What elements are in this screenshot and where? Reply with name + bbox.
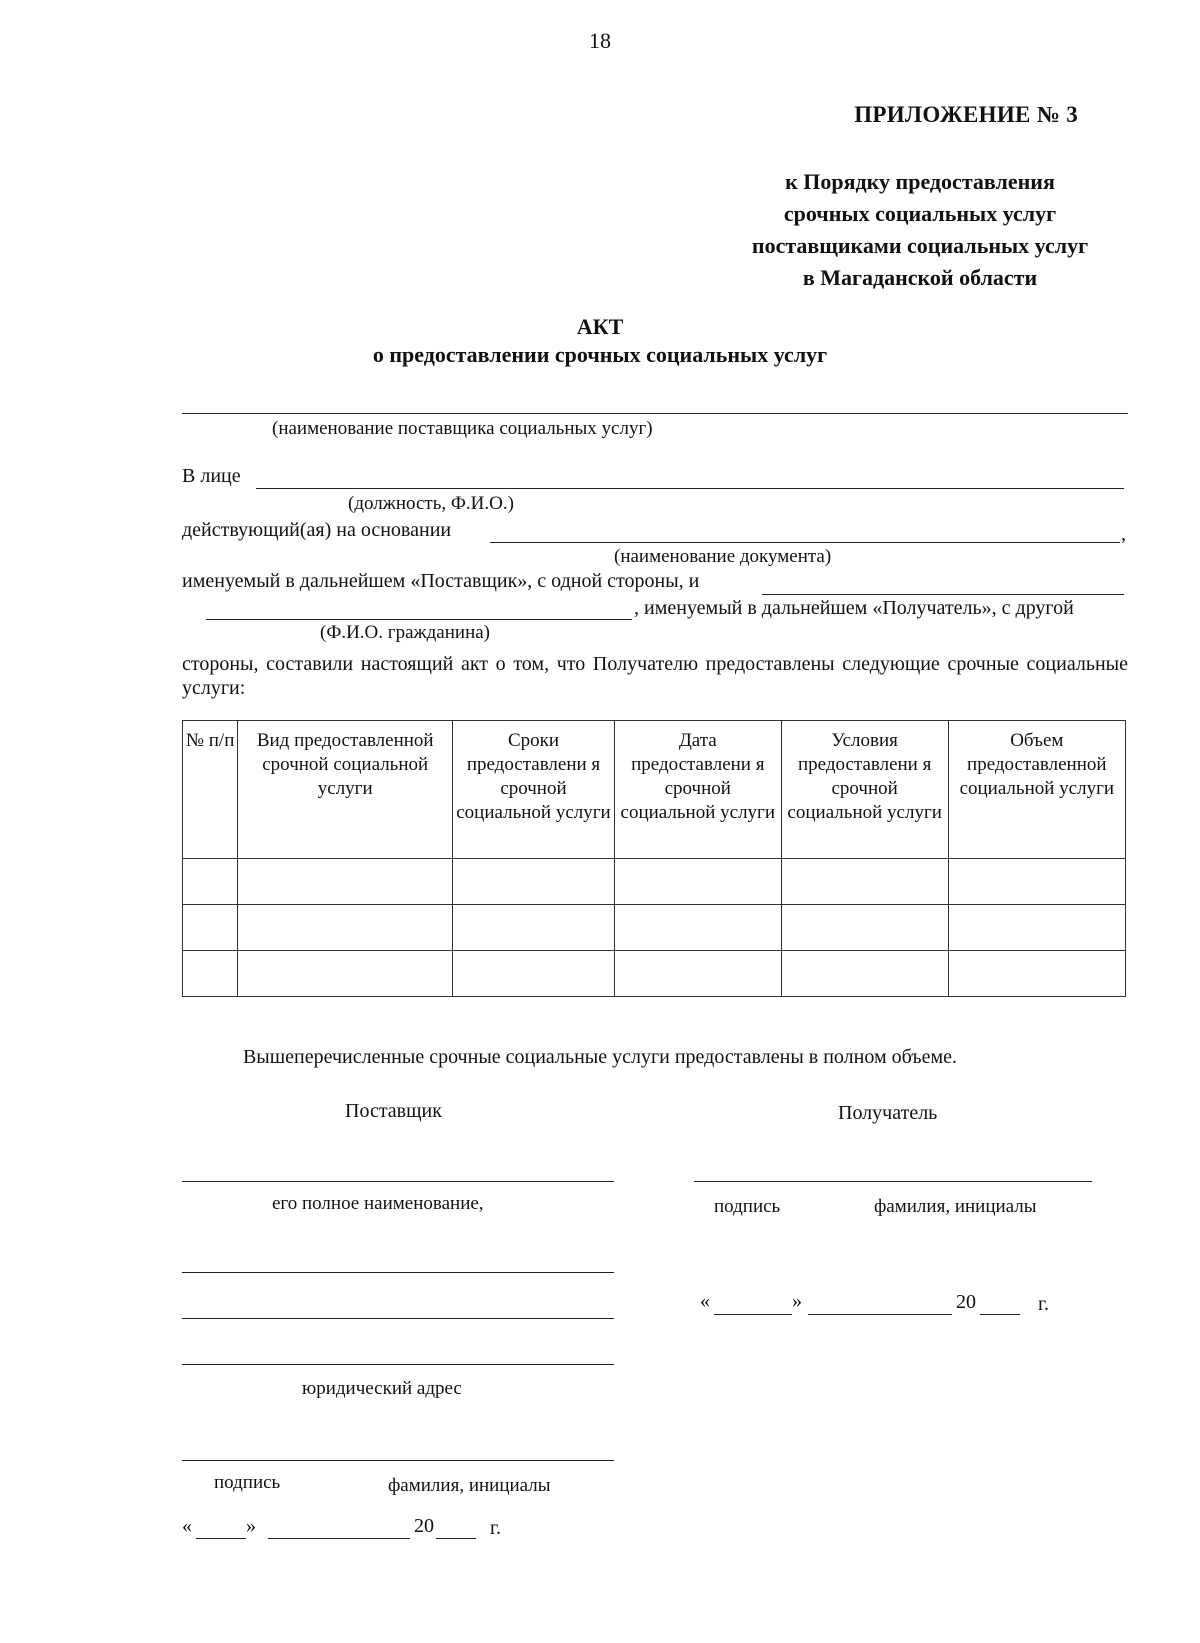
table-cell[interactable] [238,951,453,997]
citizen-caption: (Ф.И.О. гражданина) [320,622,490,643]
column-header-date: Дата предоставлени я срочной социальной услуги [614,721,781,859]
counterparty-field[interactable] [762,594,1124,595]
table-cell[interactable] [453,859,615,905]
provider-name-field[interactable] [182,413,1128,414]
page-number: 18 [589,28,611,53]
recipient-signature-caption: подпись [714,1196,781,1217]
basis-document-field[interactable] [490,542,1120,543]
recipient-name-initials-caption: фамилия, инициалы [874,1196,1037,1217]
recipient-date-close-quote: » [792,1290,802,1312]
table-cell[interactable] [614,905,781,951]
recipient-year-suffix: г. [1038,1293,1049,1315]
recipient-signature-field[interactable] [694,1181,1092,1182]
appendix-title: ПРИЛОЖЕНИЕ № 3 [854,102,1078,127]
acting-on-basis-label: действующий(ая) на основании [182,519,452,541]
table-cell[interactable] [238,905,453,951]
table-header-row [183,721,1126,859]
table-cell[interactable] [614,951,781,997]
table-cell[interactable] [781,905,948,951]
recipient-month-field[interactable] [808,1314,952,1315]
provider-signature-field[interactable] [182,1460,614,1461]
column-header-conditions: Условия предоставлени я срочной социальной услуги [781,721,948,859]
provider-name-line[interactable] [182,1318,614,1319]
recipient-date-open-quote: « [700,1290,710,1312]
column-header-number: № п/п [183,721,238,859]
table-cell[interactable] [948,951,1125,997]
table-cell[interactable] [183,905,238,951]
provider-heading: Поставщик [345,1100,442,1122]
recipient-year-field[interactable] [980,1314,1020,1315]
table-cell[interactable] [781,859,948,905]
table-cell[interactable] [183,859,238,905]
recipient-year-prefix: 20 [956,1291,976,1313]
table-cell[interactable] [453,951,615,997]
table-row [183,905,1126,951]
provider-date-open-quote: « [182,1515,192,1537]
provider-name-line[interactable] [182,1272,614,1273]
table-row [183,951,1126,997]
recipient-day-field[interactable] [714,1314,792,1315]
provider-year-prefix: 20 [414,1515,434,1537]
in-person-label: В лице [182,465,241,487]
table-cell[interactable] [948,859,1125,905]
parties-paragraph: стороны, составили настоящий акт о том, что Получателю предоставлены следующие срочные социальные услуги: [182,653,1128,699]
provider-date-close-quote: » [246,1515,256,1537]
citizen-name-field[interactable] [206,619,632,620]
provider-address-field[interactable] [182,1364,614,1365]
provider-year-suffix: г. [490,1517,501,1539]
act-title: АКТ [576,314,624,339]
subtitle-line: в Магаданской области [802,265,1038,290]
subtitle-line: срочных социальных услуг [783,201,1057,226]
provider-full-name-field[interactable] [182,1181,614,1182]
provider-day-field[interactable] [196,1538,246,1539]
table-row [183,859,1126,905]
provider-month-field[interactable] [268,1538,410,1539]
comma: , [1121,523,1126,545]
table-cell[interactable] [183,951,238,997]
subtitle-line: к Порядку предоставления [785,169,1055,194]
provider-signature-caption: подпись [214,1472,281,1493]
recipient-heading: Получатель [838,1102,938,1124]
provider-name-initials-caption: фамилия, инициалы [388,1475,551,1496]
document-caption: (наименование документа) [614,546,832,567]
position-name-field[interactable] [256,488,1124,489]
services-table [182,720,1126,997]
column-header-volume: Объем предоставленной социальной услуги [948,721,1125,859]
column-header-terms: Сроки предоставлени я срочной социальной услуги [453,721,615,859]
column-header-service-type: Вид предоставленной срочной социальной услуги [238,721,453,859]
table-cell[interactable] [238,859,453,905]
named-recipient-text: , именуемый в дальнейшем «Получатель», с другой [634,597,1074,619]
table-cell[interactable] [781,951,948,997]
act-subtitle: о предоставлении срочных социальных услуг [372,342,828,367]
completion-statement: Вышеперечисленные срочные социальные услуги предоставлены в полном объеме. [242,1046,958,1068]
provider-year-field[interactable] [436,1538,476,1539]
appendix-subtitle [710,166,1130,294]
provider-legal-address-caption: юридический адрес [302,1378,462,1399]
table-cell[interactable] [453,905,615,951]
provider-full-name-caption: его полное наименование, [272,1193,484,1214]
subtitle-line: поставщиками социальных услуг [751,233,1089,258]
table-cell[interactable] [948,905,1125,951]
named-provider-text: именуемый в дальнейшем «Поставщик», с одной стороны, и [182,570,700,592]
provider-name-caption: (наименование поставщика социальных услуг) [272,418,653,439]
position-caption: (должность, Ф.И.О.) [348,493,514,514]
table-cell[interactable] [614,859,781,905]
